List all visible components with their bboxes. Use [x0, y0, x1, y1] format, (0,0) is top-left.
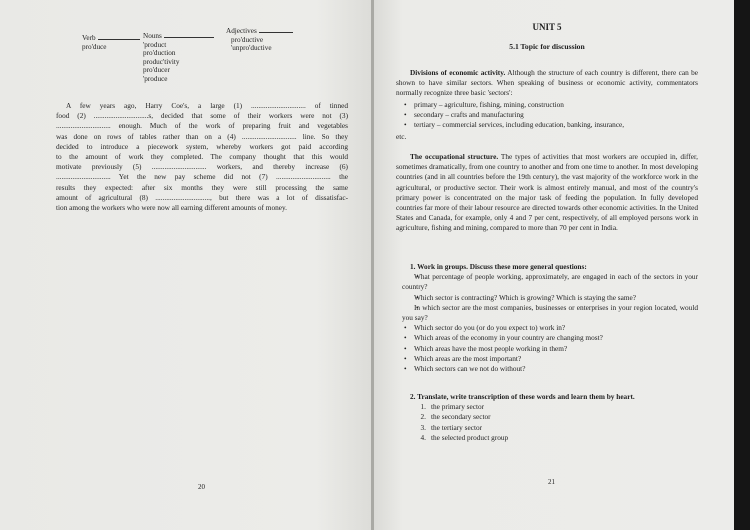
vocabulary-item: [412, 423, 698, 433]
adjectives-item: pro'ductive: [231, 35, 264, 44]
sector-bullet: • primary – agriculture, fishing, mining, construction: [402, 100, 698, 110]
adjectives-header: Adjectives: [226, 27, 257, 35]
item-number: 1.: [420, 402, 426, 412]
item-text: the tertiary sector: [431, 422, 483, 432]
paragraph-line: food (2) ..............................s, decided that some of their workers were not (3): [56, 111, 348, 121]
question-item: • Which areas have the most people working in them?: [402, 344, 698, 354]
adjectives-list: [226, 36, 306, 53]
question-item: • Which sector is contracting? Which is growing? Which is staying the same?: [402, 293, 698, 303]
verb-item: pro'duce: [82, 42, 107, 51]
left-page: [0, 0, 372, 530]
occupational-section: [396, 152, 698, 234]
paragraph-line: results they expected: after six months they were still processing the same: [56, 182, 348, 192]
paragraph-line: amount of agricultural (8) .............................., but there was a lot of dissatisfac-: [56, 192, 348, 202]
item-text: the selected product group: [431, 432, 509, 442]
nouns-column: [143, 32, 228, 84]
occupational-heading: The occupational structure.: [410, 152, 499, 161]
task1-heading: 1. Work in groups. Discuss these more general questions:: [410, 262, 587, 271]
vocabulary-item: [412, 433, 698, 443]
vocabulary-item: [412, 402, 698, 412]
nouns-item: 'product: [143, 40, 167, 49]
paragraph-line: was done on rows of tables rather than on a (4) .............................. line. So they: [56, 131, 348, 141]
nouns-item: pro'ducer: [143, 66, 170, 75]
scanner-edge: [734, 0, 750, 530]
occupational-text: The types of activities that most workers are occupied in, differ, sometimes dramatically, from one country to another and from one time to another. In most developing countries (and in all countries before the 19th century), the vast majority of the workforce work in the agricultural, or productive sector. Their work is almost entirely manual, and most of the country's primary power is concentrated on the major task of feeding the population. In fully developed countries far more of their labour resource are directed towards other economic activities. In the United States and Canada, for example, only 4 and 7 per cent, respectively, of all employed persons work in agriculture, fishing and mining, compared to more than 70 per cent in India.: [396, 152, 698, 233]
sector-bullet: • tertiary – commercial services, including education, banking, insurance,: [402, 120, 698, 130]
unit-title: UNIT 5: [532, 22, 562, 32]
paragraph-line: A few years ago, Harry Coe's, a large (1) .............................. of tinned: [66, 101, 348, 110]
nouns-list: [143, 41, 228, 84]
adjectives-item: 'unpro'ductive: [231, 44, 272, 53]
item-number: 2.: [420, 412, 426, 422]
divisions-section: [396, 68, 698, 142]
right-page: [374, 0, 734, 530]
sector-bullet: • secondary – crafts and manufacturing: [402, 110, 698, 120]
nouns-header: Nouns: [143, 32, 162, 40]
nouns-item: 'produce: [143, 74, 168, 83]
item-text: the secondary sector: [431, 412, 491, 422]
page-number-right: 21: [548, 478, 555, 486]
question-item: • Which sectors can we not do without?: [402, 364, 698, 374]
paragraph-line: .............................. enough. Much of the work of preparing fruit and vegetables: [56, 121, 348, 131]
question-item: • What percentage of people working, approximately, are engaged in each of the sectors in your country?: [402, 272, 698, 292]
task1-section: [396, 262, 698, 374]
item-number: 3.: [420, 422, 426, 432]
divisions-text: Although the structure of each country is different, there can be shown to have similar sectors. When speaking of business or economic activity, commentators normally recognize three basic 'sectors':: [396, 68, 699, 98]
paragraph-line: to the amount of work they completed. The company thought that this would: [56, 152, 348, 162]
nouns-item: pro'duction: [143, 49, 176, 58]
task2-heading: 2. Translate, write transcription of these words and learn them by heart.: [410, 392, 635, 401]
question-item: • Which areas are the most important?: [402, 354, 698, 364]
page-number-left: 20: [198, 483, 205, 491]
sectors-list: [402, 100, 698, 131]
paragraph-line: motivate previously (5) .............................. workers, and thereby increase (6): [56, 162, 348, 172]
paragraph-line: tion among the workers who were now all earning different amounts of money.: [56, 203, 288, 213]
adjectives-column: [226, 27, 306, 53]
divisions-heading: Divisions of economic activity.: [410, 68, 506, 77]
verb-header: Verb: [82, 34, 96, 42]
task2-section: [396, 392, 698, 443]
question-item: • Which sector do you (or do you expect to) work in?: [402, 323, 698, 333]
gap-fill-paragraph: [56, 101, 348, 213]
topic-title: 5.1 Topic for discussion: [509, 42, 585, 51]
question-item: • Which areas of the economy in your country are changing most?: [402, 333, 698, 343]
divisions-after: etc.: [396, 132, 407, 142]
item-number: 4.: [420, 432, 426, 442]
task1-questions: [396, 272, 698, 374]
nouns-item: produc'tivity: [143, 57, 180, 66]
paragraph-line: .............................. Yet the new pay scheme did not (7) .............................. the: [56, 172, 348, 182]
vocabulary-list: [412, 402, 698, 443]
paragraph-line: decided to introduce a piecework system, whereby workers got paid according: [56, 141, 348, 151]
vocabulary-item: [412, 412, 698, 422]
question-item: • In which sector are the most companies, businesses or enterprises in your region located, would you say?: [402, 303, 698, 323]
item-text: the primary sector: [431, 402, 485, 412]
